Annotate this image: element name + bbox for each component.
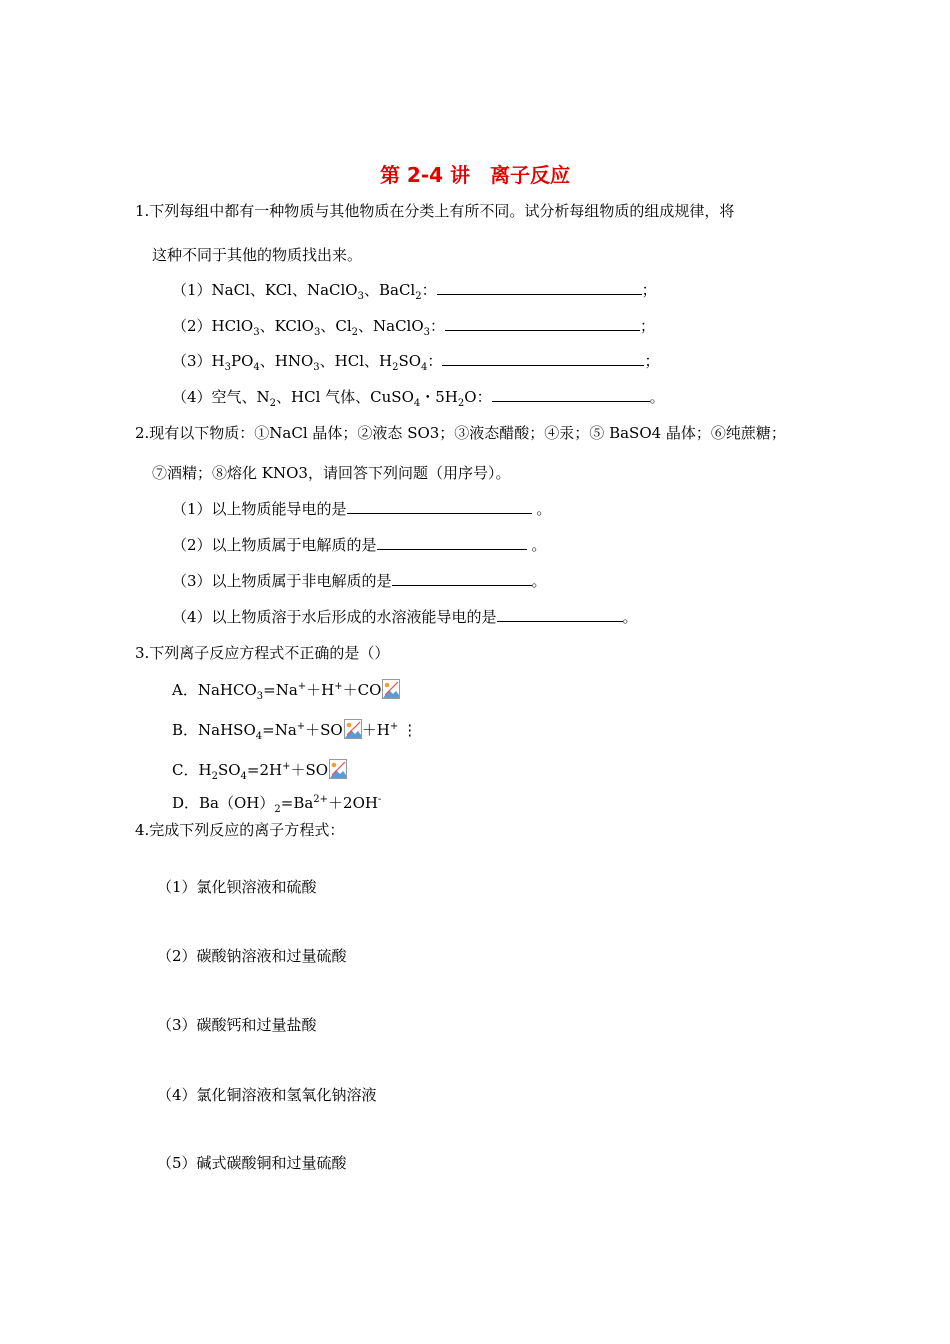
q3-stem: 3.下列离子反应方程式不正确的是（） xyxy=(135,644,390,662)
q3-option-c[interactable]: C．$H_2SO_4=2H^++SO$ xyxy=(172,759,347,780)
q4-stem: 4.完成下列反应的离子方程式： xyxy=(135,821,345,839)
answer-blank[interactable] xyxy=(492,387,650,402)
broken-image-icon xyxy=(382,679,400,699)
answer-blank[interactable] xyxy=(377,535,527,550)
q1-item-4: （4）空气、$N_2$、HCl 气体、CuSO$_4$・$5H_2O$： 。 xyxy=(172,388,665,409)
answer-blank[interactable] xyxy=(497,607,623,622)
q4-item-4: （4）氯化铜溶液和氢氧化钠溶液 xyxy=(157,1086,377,1104)
broken-image-icon xyxy=(329,759,347,779)
q1-item-1: （1）NaCl、KCl、NaClO$_3$、BaCl$_2$： ； xyxy=(172,281,657,302)
answer-blank[interactable] xyxy=(392,571,532,586)
q1-item-3: $(3)H_3PO_4$、$HNO_3$、HCl、$H_2SO_4$： ； xyxy=(172,352,660,373)
q3-option-d[interactable]: D．$Ba(OH)_2=Ba^{2+}+2OH^-$ xyxy=(172,794,382,815)
q1-stem-line1: 1.下列每组中都有一种物质与其他物质在分类上有所不同。试分析每组物质的组成规律，将 xyxy=(135,202,735,220)
answer-blank[interactable] xyxy=(347,499,532,514)
q2-stem-line1: 2.现有以下物质：①NaCl 晶体；②液态 SO3；③液态醋酸；④汞；⑤ BaSO4 晶体；⑥纯蔗糖； xyxy=(135,424,786,442)
q2-item-4: （4）以上物质溶于水后形成的水溶液能导电的是 。 xyxy=(172,608,638,626)
q3-option-a[interactable]: A．NaHCO$_3$=Na+＋H+＋CO xyxy=(172,679,400,700)
page-title: 第 2-4 讲 离子反应 xyxy=(379,163,571,187)
answer-blank[interactable] xyxy=(445,316,640,331)
q4-item-3: （3）碳酸钙和过量盐酸 xyxy=(157,1016,317,1034)
q4-item-2: （2）碳酸钠溶液和过量硫酸 xyxy=(157,947,347,965)
q1-item-2: （2）HClO$_3$、KClO$_3$、$Cl_2$、NaClO$_3$： ； xyxy=(172,317,656,338)
broken-image-icon xyxy=(344,719,362,739)
answer-blank[interactable] xyxy=(437,280,642,295)
answer-blank[interactable] xyxy=(442,351,644,366)
q2-stem-line2: ⑦酒精；⑧熔化 KNO3，请回答下列问题（用序号）。 xyxy=(152,464,511,482)
q1-stem-line2: 这种不同于其他的物质找出来。 xyxy=(152,246,363,264)
q4-item-1: （1）氯化钡溶液和硫酸 xyxy=(157,878,317,896)
q4-item-5: （5）碱式碳酸铜和过量硫酸 xyxy=(157,1154,347,1172)
q3-option-b[interactable]: B．NaHSO$_4$=Na+＋SO ＋H+ ⋮ xyxy=(172,721,418,742)
q2-item-1: （1）以上物质能导电的是 。 xyxy=(172,500,552,518)
q2-item-2: （2）以上物质属于电解质的是 。 xyxy=(172,536,547,554)
q2-item-3: （3）以上物质属于非电解质的是 。 xyxy=(172,572,547,590)
